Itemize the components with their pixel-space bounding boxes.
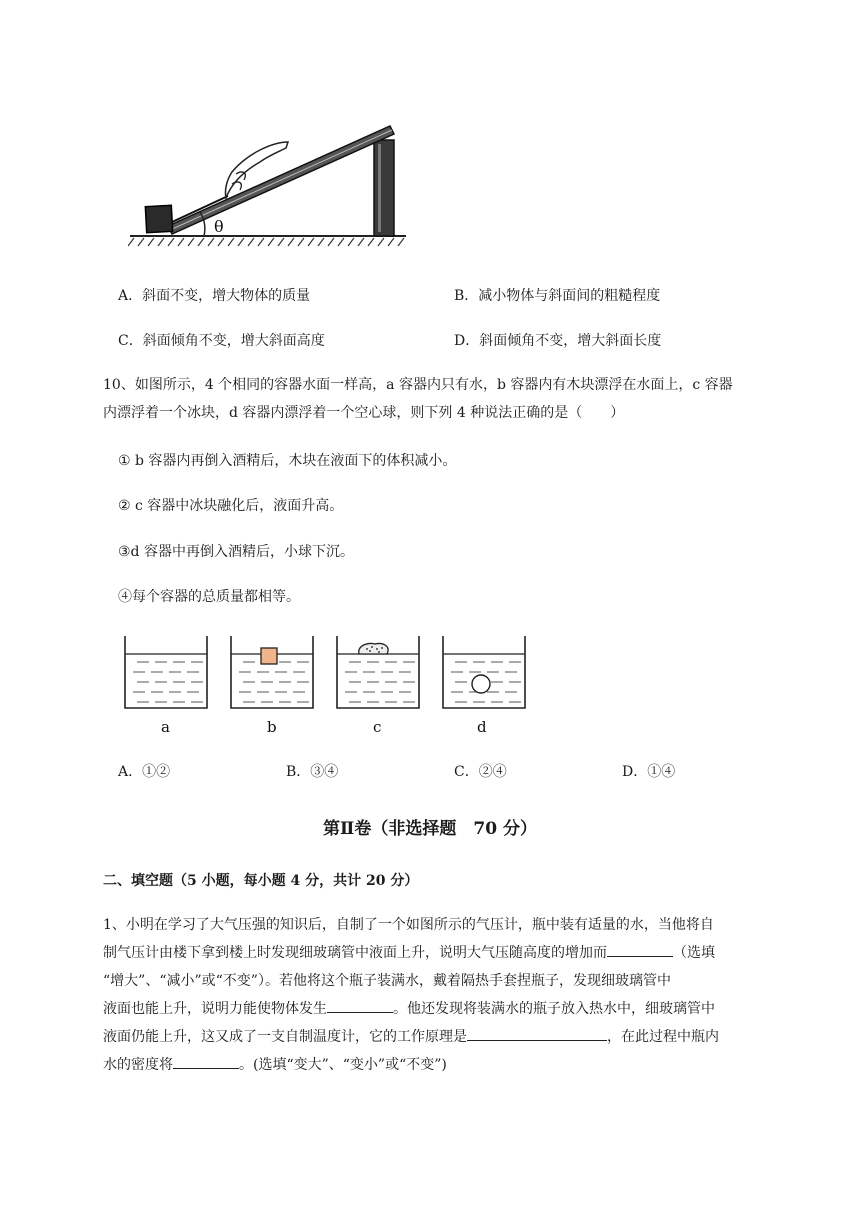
container-c bbox=[337, 636, 419, 708]
q10-statement-3: ③d 容器中再倒入酒精后，小球下沉。 bbox=[118, 544, 354, 560]
q9-option-c: C．斜面倾角不变，增大斜面高度 bbox=[118, 333, 325, 349]
q10-stem-line-2: 内漂浮着一个冰块，d 容器内漂浮着一个空心球，则下列 4 种说法正确的是（ ） bbox=[103, 405, 625, 421]
container-label-d: d bbox=[477, 718, 487, 736]
q1-line-6-tail: 。(选填“变大”、“变小”或“不变”) bbox=[239, 1057, 447, 1073]
q1-line-2-text: 制气压计由楼下拿到楼上时发现细玻璃管中液面上升，说明大气压随高度的增加而 bbox=[103, 945, 607, 961]
q1-line-2 bbox=[103, 940, 803, 966]
angle-label: θ bbox=[214, 217, 224, 236]
q9-option-d: D．斜面倾角不变，增大斜面长度 bbox=[454, 333, 662, 349]
container-d bbox=[443, 636, 525, 708]
q9-option-b: B．减小物体与斜面间的粗糙程度 bbox=[454, 288, 661, 304]
answer-blank-1[interactable] bbox=[607, 942, 673, 957]
q1-line-4-tail: 。他还发现将装满水的瓶子放入热水中，细玻璃管中 bbox=[393, 1001, 715, 1017]
q9-option-a: A．斜面不变，增大物体的质量 bbox=[118, 288, 311, 304]
ice-block bbox=[359, 643, 388, 654]
q10-option-a: A．①② bbox=[118, 764, 171, 780]
answer-blank-4[interactable] bbox=[173, 1054, 239, 1069]
q1-line-4 bbox=[103, 996, 803, 1022]
containers-figure bbox=[120, 632, 530, 740]
container-label-b: b bbox=[267, 718, 277, 736]
q10-stem-line-1: 10、如图所示，4 个相同的容器水面一样高，a 容器内只有水，b 容器内有木块漂浮在水面上，c 容器 bbox=[103, 377, 733, 393]
q10-statement-4: ④每个容器的总质量都相等。 bbox=[118, 589, 300, 605]
container-label-c: c bbox=[373, 718, 382, 736]
q1-line-5 bbox=[103, 1024, 803, 1050]
q10-option-c: C．②④ bbox=[454, 764, 507, 780]
section-title: 第Ⅱ卷（非选择题 70 分） bbox=[323, 819, 537, 839]
container-b bbox=[231, 636, 313, 708]
q10-option-b: B．③④ bbox=[286, 764, 339, 780]
q10-statement-2: ② c 容器中冰块融化后，液面升高。 bbox=[118, 498, 344, 514]
q1-line-6 bbox=[103, 1052, 803, 1078]
q10-statement-1: ① b 容器内再倒入酒精后，木块在液面下的体积减小。 bbox=[118, 453, 457, 469]
answer-blank-2[interactable] bbox=[327, 998, 393, 1013]
container-label-a: a bbox=[161, 718, 170, 736]
q1-line-5-tail: ，在此过程中瓶内 bbox=[607, 1029, 719, 1045]
container-a bbox=[125, 636, 207, 708]
q10-option-d: D．①④ bbox=[622, 764, 676, 780]
q1-line-6-text: 水的密度将 bbox=[103, 1057, 173, 1073]
q1-line-4-text: 液面也能上升，说明力能使物体发生 bbox=[103, 1001, 327, 1017]
q1-line-1: 1、小明在学习了大气压强的知识后，自制了一个如图所示的气压计，瓶中装有适量的水，当他将自 bbox=[103, 917, 714, 933]
q1-line-2-tail: （选填 bbox=[673, 945, 715, 961]
section-heading: 二、填空题（5 小题，每小题 4 分，共计 20 分） bbox=[103, 873, 419, 889]
q1-line-3: “增大”、“减小”或“不变”）。若他将这个瓶子装满水，戴着隔热手套捏瓶子，发现细玻璃管中 bbox=[103, 973, 671, 989]
q1-line-5-text: 液面仍能上升，这又成了一支自制温度计，它的工作原理是 bbox=[103, 1029, 467, 1045]
wood-block bbox=[261, 648, 277, 664]
answer-blank-3[interactable] bbox=[467, 1026, 607, 1041]
incline-figure bbox=[128, 112, 418, 258]
hollow-ball bbox=[472, 675, 490, 693]
